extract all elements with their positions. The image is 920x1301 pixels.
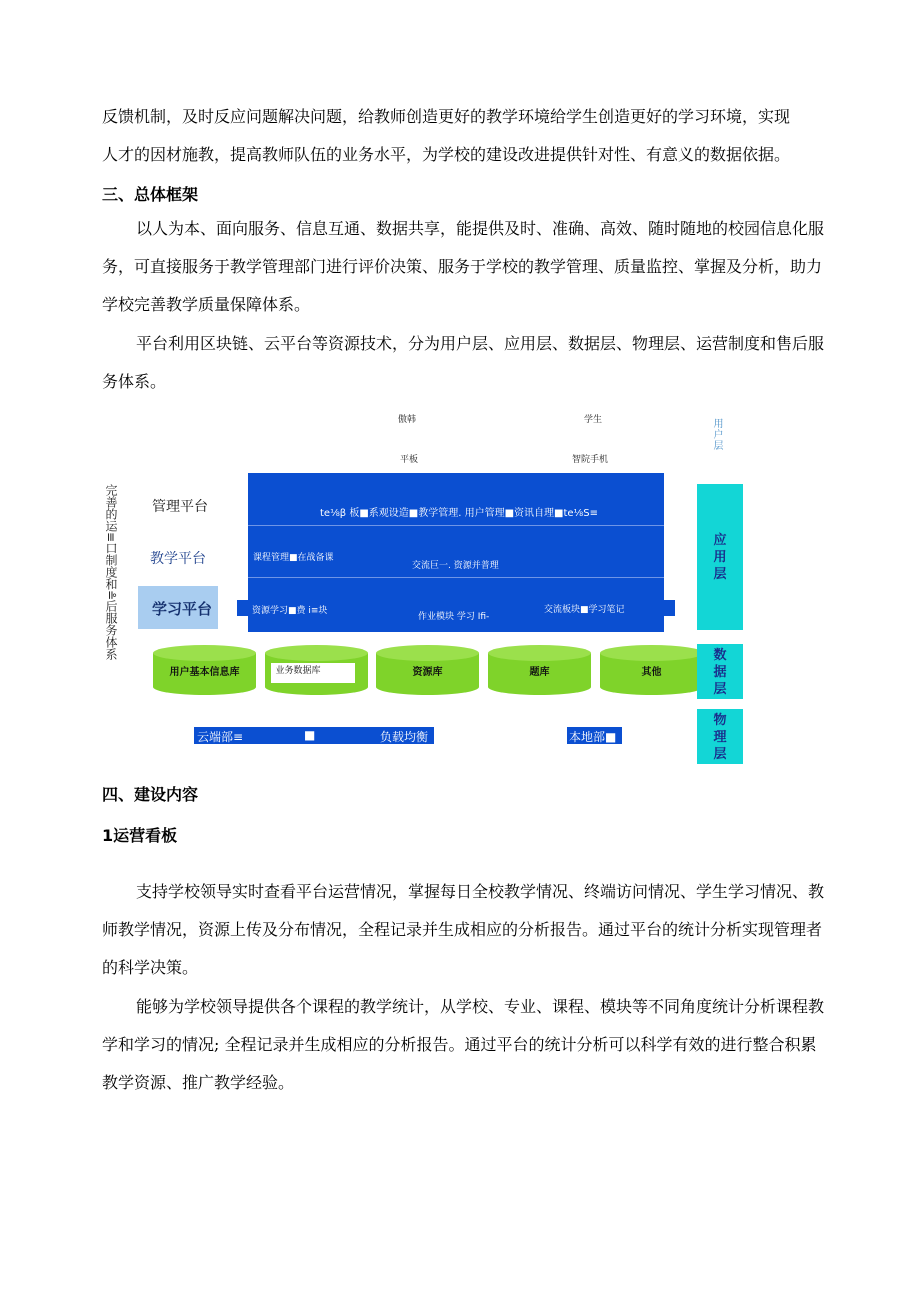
user-layer-label: 用户层 — [711, 418, 722, 451]
paragraph-feedback-line1: 反馈机制，及时反应问题解决问题，给教师创造更好的教学环境给学生创造更好的学习环境，实现 — [102, 107, 791, 126]
device-label-tablet: 平板 — [400, 455, 419, 465]
learning-band-right: 交流板块■学习笔记 — [544, 605, 625, 615]
database-other — [600, 645, 703, 695]
teaching-platform-label: 教学平台 — [150, 551, 206, 567]
load-balance-label: 负载均衡 — [380, 730, 429, 744]
data-layer-label: 数据层 — [713, 648, 727, 697]
paragraph-dashboard-overview: 支持学校领导实时查看平台运营情况，掌握每日全校教学情况、终端访问情况、学生学习情况、教师教学情况，资源上传及分布情况，全程记录并生成相应的分析报告。通过平台的统计分析实现管理者的科学决策。 — [102, 882, 825, 977]
database-label: 用户基本信息库 — [169, 667, 240, 678]
learning-band-center: 作业模块 学习 Ifi- — [418, 612, 490, 622]
database-business — [265, 645, 368, 695]
application-layer-label: 应用层 — [713, 533, 727, 582]
operations-system-label: 完善的运≡口制度和≗后服务体系 — [104, 484, 118, 661]
architecture-diagram — [0, 400, 920, 780]
band-divider-2 — [248, 577, 664, 578]
database-resources — [376, 645, 479, 695]
heading-operations-dashboard: 1运营看板 — [102, 826, 178, 845]
heading-overall-framework: 三、总体框架 — [102, 185, 199, 204]
learning-platform-label: 学习平台 — [152, 600, 213, 618]
paragraph-platform-layers: 平台利用区块链、云平台等资源技术，分为用户层、应用层、数据层、物理层、运营制度和售后服务体系。 — [102, 334, 825, 391]
database-questions — [488, 645, 591, 695]
paragraph-course-statistics: 能够为学校领导提供各个课程的教学统计，从学校、专业、课程、模块等不同角度统计分析课程教学和学习的情况; 全程记录并生成相应的分析报告。通过平台的统计分析可以科学有效的进行整合积累教学资源、推广教学经验。 — [102, 997, 825, 1092]
teaching-band-left: 课程管理■在战备课 — [253, 553, 334, 563]
application-layer-box — [697, 484, 743, 630]
teaching-band-center: 交流巨一. 资源并普理 — [412, 561, 499, 571]
database-label: 资源库 — [412, 667, 443, 678]
heading-construction-content: 四、建设内容 — [102, 785, 199, 804]
cloud-bar-square: ■ — [304, 728, 316, 742]
block-left-tab — [237, 600, 248, 616]
database-label: 其他 — [641, 667, 662, 678]
physical-layer-box — [697, 709, 743, 764]
physical-layer-label: 物理层 — [713, 713, 727, 762]
band-divider-1 — [248, 525, 664, 526]
database-label: 业务数据库 — [275, 666, 321, 676]
device-label-a: 傲韩 — [398, 415, 417, 425]
block-right-tab — [664, 600, 675, 616]
database-label: 题库 — [529, 667, 550, 678]
database-user-info — [153, 645, 256, 695]
paragraph-feedback-line2: 人才的因材施教，提高教师队伍的业务水平，为学校的建设改进提供针对性、有意义的数据依据。 — [102, 145, 791, 164]
paragraph-framework-intro: 以人为本、面向服务、信息互通、数据共享，能提供及时、准确、高效、随时随地的校园信息化服务，可直接服务于教学管理部门进行评价决策、服务于学校的教学管理、质量监控、掌握及分析，助力学校完善教学质量保障体系。 — [102, 219, 825, 314]
device-label-phone: 智院手机 — [572, 455, 609, 465]
local-deployment-label: 本地部■ — [569, 730, 617, 744]
management-platform-label: 管理平台 — [152, 499, 208, 515]
device-label-student: 学生 — [584, 415, 603, 425]
learning-band-left: 资源学习■费 i≡块 — [252, 606, 328, 616]
management-band-text: te⅛β 板■系观设造■教学管理. 用户管理■资讯自理■te⅛S≡ — [320, 508, 598, 519]
cloud-deployment-label: 云端部≡ — [197, 730, 244, 744]
data-layer-box — [697, 644, 743, 699]
